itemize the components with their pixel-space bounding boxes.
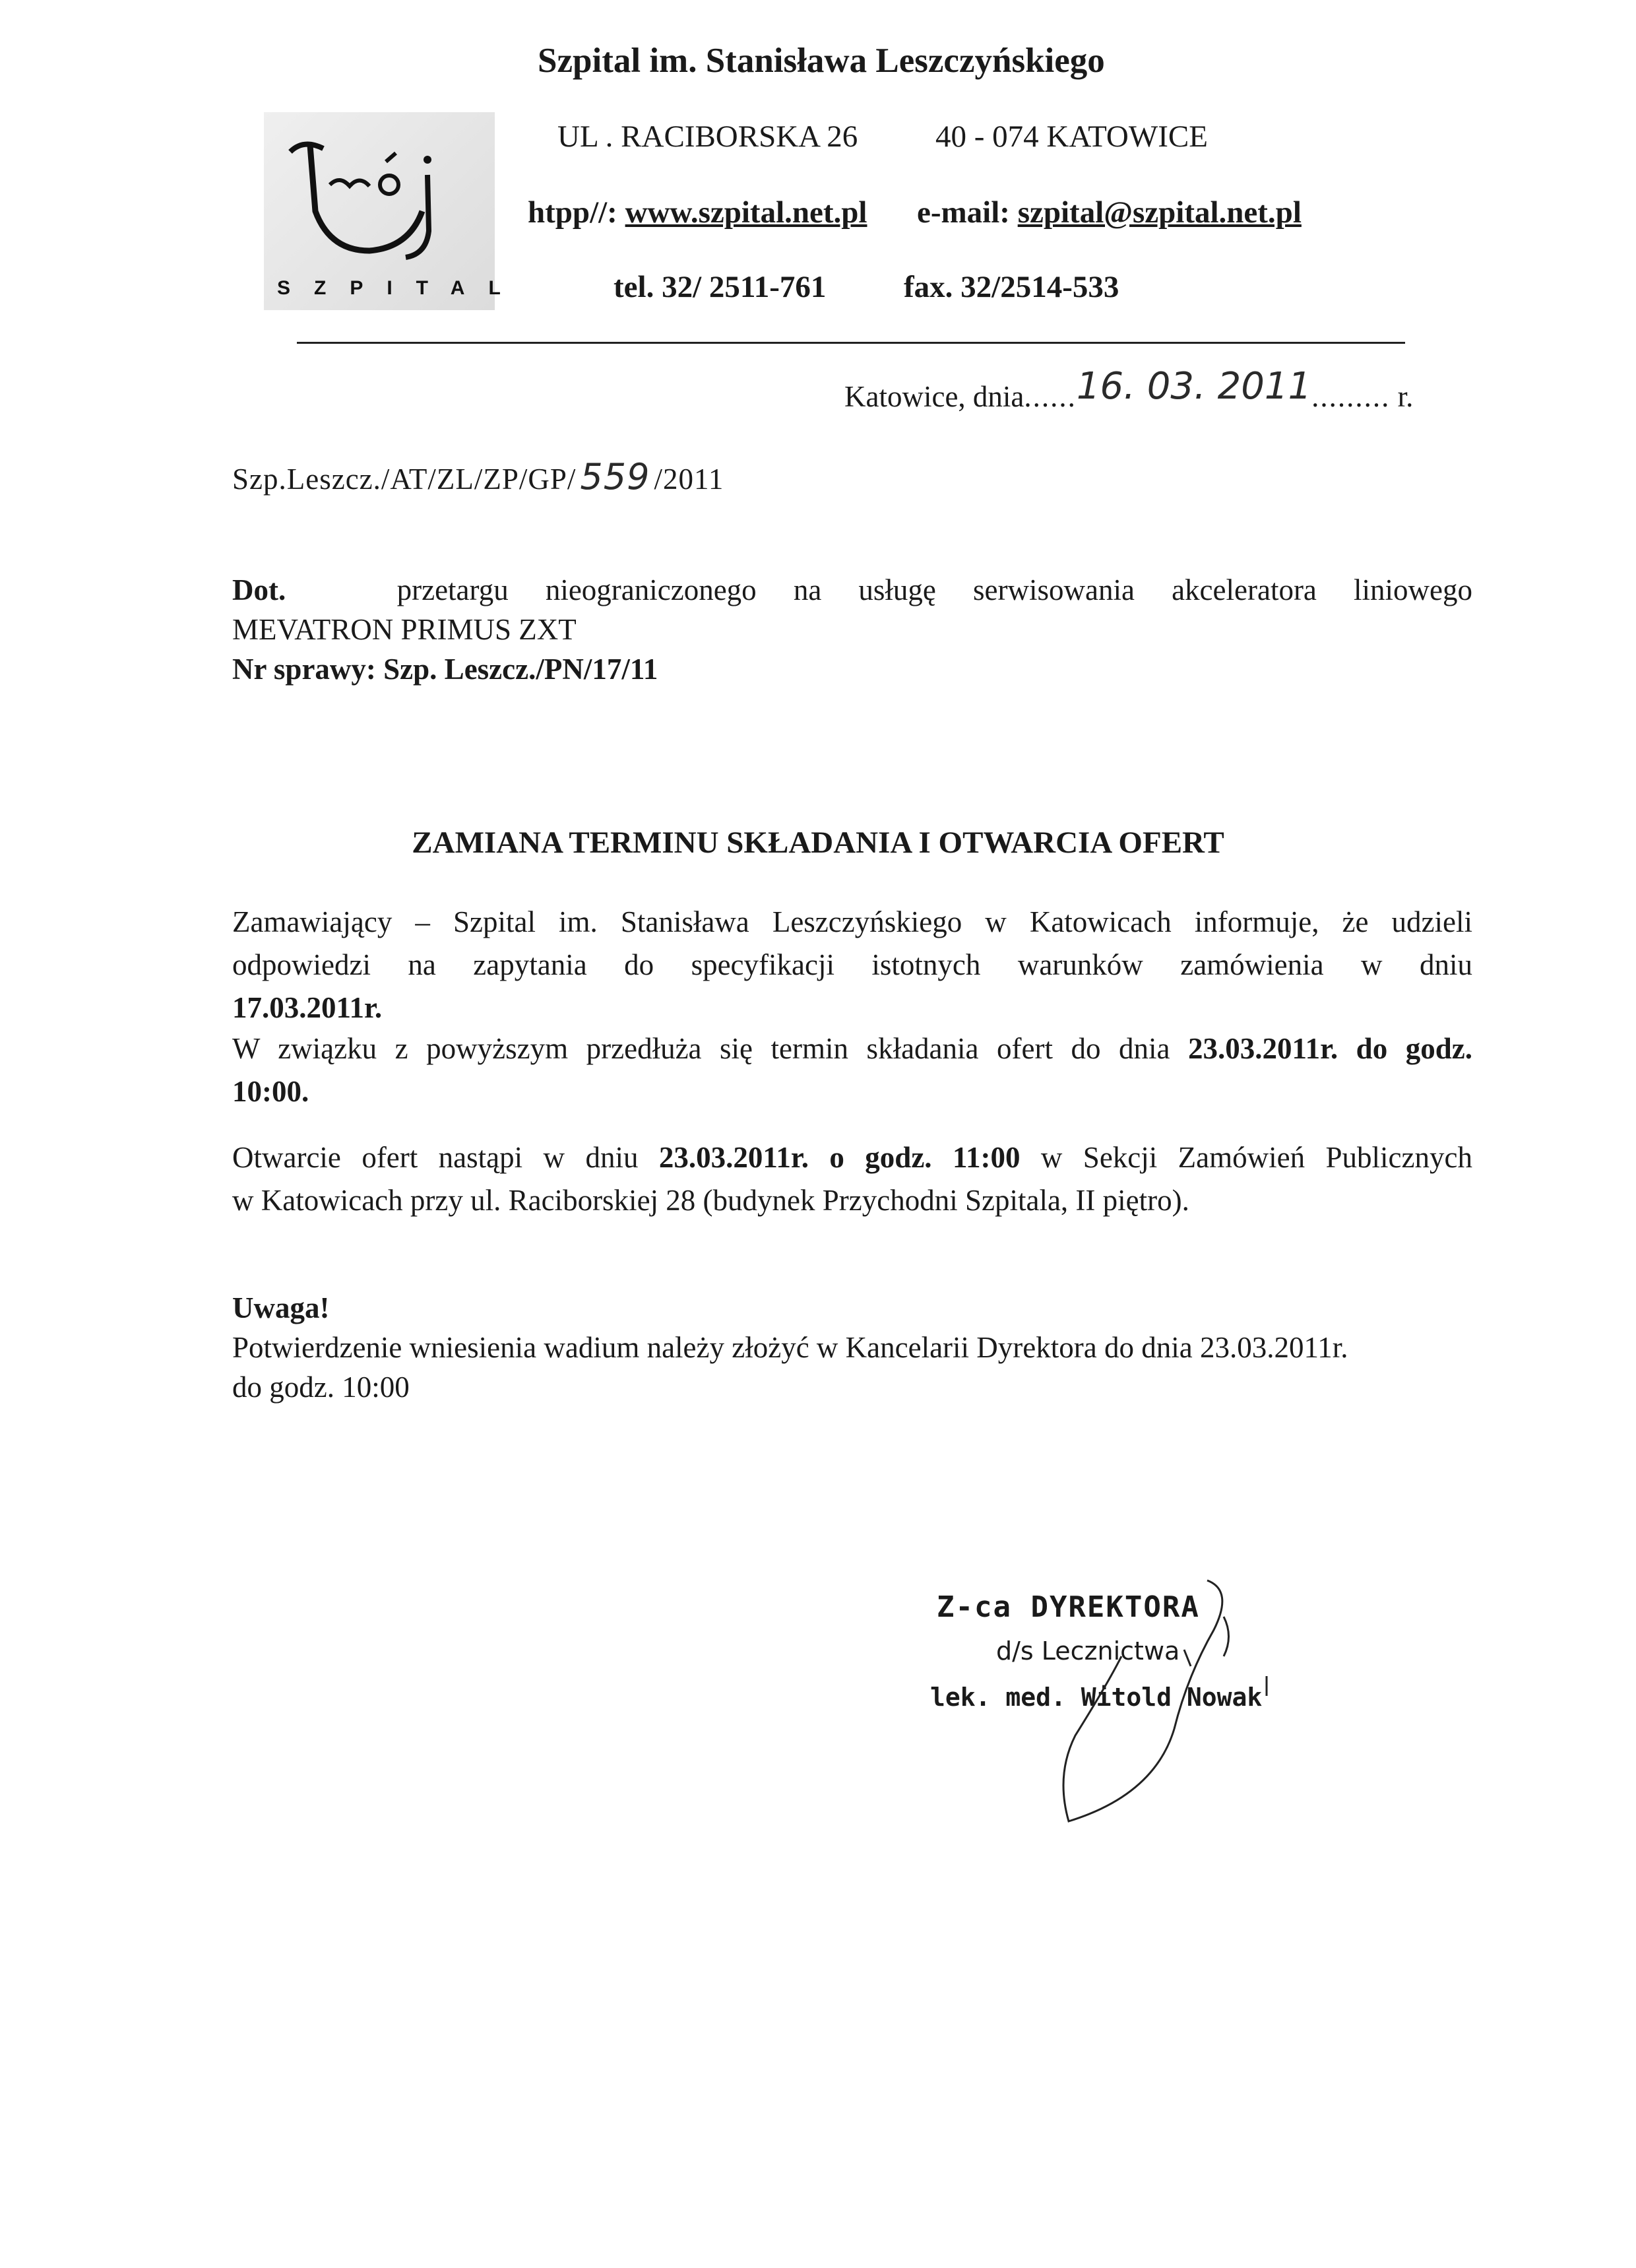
paragraph-3-text-a: Otwarcie ofert nastąpi w dniu	[232, 1141, 659, 1174]
date-line: Katowice, dnia......16. 03. 2011......... r.	[844, 365, 1414, 413]
subject-dot-label: Dot.	[232, 573, 286, 606]
paragraph-3-opening-date: 23.03.2011r. o godz. 11:00	[658, 1141, 1021, 1174]
paragraph-1-line-2: odpowiedzi na zapytania do specyfikacji istotnych warunków zamówienia w dniu	[232, 948, 1472, 981]
date-suffix: r.	[1397, 380, 1414, 413]
paragraph-2-time: 10:00.	[232, 1075, 309, 1108]
subject-text: przetargu nieograniczonego na usługę serwisowania akceleratora liniowego	[396, 573, 1473, 606]
paragraph-2-line-1	[232, 1027, 1472, 1070]
street-address: UL . RACIBORSKA 26	[557, 119, 858, 154]
email-link[interactable]: szpital@szpital.net.pl	[1017, 195, 1302, 230]
date-prefix: Katowice, dnia	[844, 380, 1024, 413]
website-link[interactable]: www.szpital.net.pl	[625, 195, 867, 230]
fax: fax. 32/2514-533	[904, 270, 1119, 304]
paragraph-1-date: 17.03.2011r.	[232, 991, 383, 1024]
note-label: Uwaga!	[232, 1291, 330, 1324]
hospital-name: Szpital im. Stanisława Leszczyńskiego	[538, 42, 1105, 80]
stamp-doctor-name: lek. med. Witold Nowak	[930, 1683, 1263, 1712]
hospital-logo	[264, 112, 524, 310]
case-number: Nr sprawy: Szp. Leszcz./PN/17/11	[232, 653, 658, 686]
email-line	[917, 195, 1302, 230]
smiley-logo-icon	[264, 112, 495, 271]
paragraph-3-line-1	[232, 1136, 1472, 1179]
handwritten-signature-icon	[924, 1577, 1385, 1841]
website-line	[528, 195, 867, 230]
paragraph-1-line-1: Zamawiający – Szpital im. Stanisława Leszczyńskiego w Katowicach informuje, że udzieli	[232, 905, 1472, 938]
website-prefix: htpp//:	[528, 195, 625, 230]
stamp-department: d/s Lecznictwa	[996, 1636, 1180, 1666]
reference-prefix: Szp.Leszcz./AT/ZL/ZP/GP/	[232, 463, 577, 496]
postcode-city: 40 - 074 KATOWICE	[935, 119, 1208, 154]
telephone: tel. 32/ 2511-761	[614, 270, 827, 304]
note-line-1: Potwierdzenie wniesienia wadium należy złożyć w Kancelarii Dyrektora do dnia 23.03.2011r.	[232, 1331, 1348, 1364]
email-prefix: e-mail:	[917, 195, 1018, 230]
handwritten-date: 16. 03. 2011	[1076, 365, 1312, 408]
handwritten-reference: 559	[580, 456, 650, 498]
signature-stamp	[924, 1577, 1385, 1841]
stamp-title: Z-ca DYREKTORA	[937, 1590, 1200, 1624]
paragraph-2-text: W związku z powyższym przedłuża się termin składania ofert do dnia	[232, 1032, 1189, 1065]
document-title: ZAMIANA TERMINU SKŁADANIA I OTWARCIA OFERT	[412, 826, 1224, 860]
subject-line-1	[232, 569, 1472, 612]
reference-number	[232, 455, 724, 501]
reference-suffix: /2011	[654, 463, 724, 496]
paragraph-3-text-b: w Sekcji Zamówień Publicznych	[1020, 1141, 1472, 1174]
subject-line-2: MEVATRON PRIMUS ZXT	[232, 613, 577, 646]
paragraph-2-deadline: 23.03.2011r. do godz.	[1188, 1032, 1472, 1065]
logo-word: SZPITAL	[277, 277, 524, 299]
note-line-2: do godz. 10:00	[232, 1371, 410, 1404]
paragraph-3-line-2: w Katowicach przy ul. Raciborskiej 28 (budynek Przychodni Szpitala, II piętro).	[232, 1184, 1189, 1217]
header-divider	[297, 342, 1405, 344]
